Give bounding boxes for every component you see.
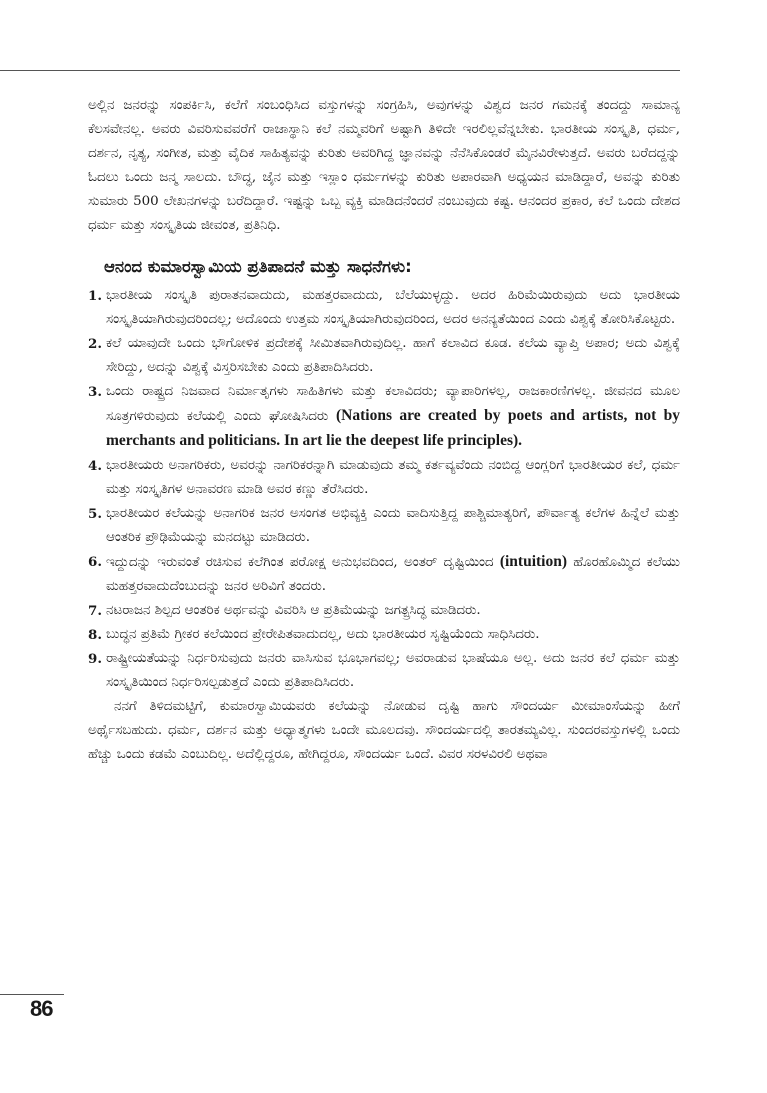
item-english-term: (intuition) <box>499 553 568 570</box>
item-text: ನಟರಾಜನ ಶಿಲ್ಪದ ಆಂತರಿಕ ಅರ್ಥವನ್ನು ವಿವರಿಸಿ ಆ ಪ್ರತಿಮೆಯನ್ನು ಜಗತ್ಪ್ರಸಿದ್ಧ ಮಾಡಿದರು. <box>106 603 481 618</box>
item-text: ಭಾರತೀಯರು ಅನಾಗರಿಕರು, ಅವರನ್ನು ನಾಗರಿಕರನ್ನಾಗಿ ಮಾಡುವುದು ತಮ್ಮ ಕರ್ತವ್ಯವೆಂದು ನಂಬಿದ್ದ ಆಂಗ್ಲರಿಗೆ ಭಾರತೀಯರ ಕಲೆ, ಧರ್ಮ ಮತ್ತು ಸಂಸ್ಕೃತಿಗಳ ಅನಾವರಣ ಮಾಡಿ ಅವರ ಕಣ್ಣು ತೆರೆಸಿದರು. <box>106 458 680 497</box>
list-item <box>88 454 680 502</box>
item-number: 5. <box>88 506 102 522</box>
item-text: ಭಾರತೀಯರ ಕಲೆಯನ್ನು ಅನಾಗರಿಕ ಜನರ ಅಸಂಗತ ಅಭಿವ್ಯಕ್ತಿ ಎಂದು ವಾದಿಸುತ್ತಿದ್ದ ಪಾಶ್ಚಿಮಾತ್ಯರಿಗೆ, ಪೌರ್ವಾತ್ಯ ಕಲೆಗಳ ಹಿನ್ನೆಲೆ ಮತ್ತು ಆಂತರಿಕ ಪ್ರೌಢಿಮೆಯನ್ನು ಮನದಟ್ಟು ಮಾಡಿದರು. <box>106 506 680 545</box>
list-item <box>88 332 680 380</box>
item-number: 2. <box>88 336 102 352</box>
section-heading: ಆನಂದ ಕುಮಾರಸ್ವಾಮಿಯ ಪ್ರತಿಪಾದನೆ ಮತ್ತು ಸಾಧನೆಗಳು: <box>104 257 412 276</box>
item-text: ರಾಷ್ಟ್ರೀಯತೆಯನ್ನು ನಿರ್ಧರಿಸುವುದು ಜನರು ವಾಸಿಸುವ ಭೂಭಾಗವಲ್ಲ; ಅವರಾಡುವ ಭಾಷೆಯೂ ಅಲ್ಲ. ಅದು ಜನರ ಕಲೆ ಧರ್ಮ ಮತ್ತು ಸಂಸ್ಕೃತಿಯಿಂದ ನಿರ್ಧರಿಸಲ್ಪಡುತ್ತದೆ ಎಂದು ಪ್ರತಿಪಾದಿಸಿದರು. <box>106 651 680 690</box>
list-item <box>88 623 680 647</box>
item-text: ಒಂದು ರಾಷ್ಟ್ರದ ನಿಜವಾದ ನಿರ್ಮಾತೃಗಳು ಸಾಹಿತಿಗಳು ಮತ್ತು ಕಲಾವಿದರು; ವ್ಯಾಪಾರಿಗಳಲ್ಲ, ರಾಜಕಾರಣಿಗಳಲ್ಲ. ಜೀವನದ ಮೂಲ ಸೂತ್ರಗಳಿರುವುದು ಕಲೆಯಲ್ಲಿ ಎಂದು ಘೋಷಿಸಿದರು <box>106 384 680 424</box>
list-item <box>88 502 680 550</box>
bottom-rule <box>0 994 64 995</box>
page-number: 86 <box>30 996 53 1021</box>
item-number: 1. <box>88 288 102 304</box>
points-list <box>88 284 680 695</box>
list-item <box>88 550 680 599</box>
item-text-tail: ಹೊರಹೊಮ್ಮಿದ ಕಲೆಯು ಮಹತ್ತರವಾದುದೆಂಬುದನ್ನು ಜನರ ಅರಿವಿಗೆ ತಂದರು. <box>106 555 680 594</box>
list-item <box>88 380 680 454</box>
intro-paragraph: ಅಲ್ಲಿನ ಜನರನ್ನು ಸಂಪರ್ಕಿಸಿ, ಕಲೆಗೆ ಸಂಬಂಧಿಸಿದ ವಸ್ತುಗಳನ್ನು ಸಂಗ್ರಹಿಸಿ, ಅವುಗಳನ್ನು ವಿಶ್ವದ ಜನರ ಗಮನಕ್ಕೆ ತಂದದ್ದು ಸಾಮಾನ್ಯ ಕೆಲಸವೇನಲ್ಲ. ಅವರು ವಿವರಿಸುವವರೆಗೆ ರಾಜಾಸ್ಥಾನಿ ಕಲೆ ನಮ್ಮವರಿಗೆ ಅಷ್ಟಾಗಿ ತಿಳಿದೇ ಇರಲಿಲ್ಲವೆನ್ನಬೇಕು. ಭಾರತೀಯ ಸಂಸ್ಕೃತಿ, ಧರ್ಮ, ದರ್ಶನ, ನೃತ್ಯ, ಸಂಗೀತ, ಮತ್ತು ವೈದಿಕ ಸಾಹಿತ್ಯವನ್ನು ಕುರಿತು ಅವರಿಗಿದ್ದ ಜ್ಞಾನವನ್ನು ನೆನೆಸಿಕೊಂಡರೆ ಮೈನವಿರೇಳುತ್ತದೆ. ಅವರು ಬರೆದದ್ದನ್ನು ಓದಲು ಒಂದು ಜನ್ಮ ಸಾಲದು. ಬೌದ್ಧ, ಜೈನ ಮತ್ತು ಇಸ್ಲಾಂ ಧರ್ಮಗಳನ್ನು ಕುರಿತು ಅಪಾರವಾಗಿ ಅಧ್ಯಯನ ಮಾಡಿದ್ದಾರೆ, ಅವನ್ನು ಕುರಿತು ಸುಮಾರು 500 ಲೇಖನಗಳನ್ನು ಬರೆದಿದ್ದಾರೆ. ಇಷ್ಟನ್ನು ಒಬ್ಬ ವ್ಯಕ್ತಿ ಮಾಡಿದನೆಂದರೆ ನಂಬುವುದು ಕಷ್ಟ. ಆನಂದರ ಪ್ರಕಾರ, ಕಲೆ ಒಂದು ದೇಶದ ಧರ್ಮ ಮತ್ತು ಸಂಸ್ಕೃತಿಯ ಜೀವಂತ, ಪ್ರತಿನಿಧಿ. <box>88 98 680 233</box>
list-item <box>88 284 680 332</box>
item-text: ಭಾರತೀಯ ಸಂಸ್ಕೃತಿ ಪುರಾತನವಾದುದು, ಮಹತ್ತರವಾದುದು, ಬೆಲೆಯುಳ್ಳದ್ದು. ಅದರ ಹಿರಿಮೆಯಿರುವುದು ಅದು ಭಾರತೀಯ ಸಂಸ್ಕೃತಿಯಾಗಿರುವುದರಿಂದಲ್ಲ; ಅದೊಂದು ಉತ್ತಮ ಸಂಸ್ಕೃತಿಯಾಗಿರುವುದರಿಂದ, ಅದರ ಅನನ್ಯತೆಯಿಂದ ಎಂದು ವಿಶ್ವಕ್ಕೆ ತೋರಿಸಿಕೊಟ್ಟರು. <box>106 288 680 327</box>
item-number: 3. <box>88 384 102 400</box>
item-text: ಕಲೆ ಯಾವುದೇ ಒಂದು ಭೌಗೋಳಿಕ ಪ್ರದೇಶಕ್ಕೆ ಸೀಮಿತವಾಗಿರುವುದಿಲ್ಲ. ಹಾಗೆ ಕಲಾವಿದ ಕೂಡ. ಕಲೆಯ ವ್ಯಾಪ್ತಿ ಅಪಾರ; ಅದು ವಿಶ್ವಕ್ಕೆ ಸೇರಿದ್ದು, ಅದನ್ನು ವಿಶ್ವಕ್ಕೆ ವಿಸ್ತರಿಸಬೇಕು ಎಂದು ಪ್ರತಿಪಾದಿಸಿದರು. <box>106 336 680 375</box>
list-item <box>88 647 680 695</box>
top-rule <box>0 70 680 71</box>
item-number: 8. <box>88 627 102 643</box>
item-number: 9. <box>88 651 102 667</box>
item-text: ಬುದ್ಧನ ಪ್ರತಿಮೆ ಗ್ರೀಕರ ಕಲೆಯಿಂದ ಪ್ರೇರೇಪಿತವಾದುದಲ್ಲ, ಅದು ಭಾರತೀಯರ ಸೃಷ್ಟಿಯೆಂದು ಸಾಧಿಸಿದರು. <box>106 627 540 642</box>
item-text: ಇದ್ದುದನ್ನು ಇರುವಂತೆ ರಚಿಸುವ ಕಲೆಗಿಂತ ಪರೋಕ್ಷ ಅನುಭವದಿಂದ, ಅಂತರ್ ದೃಷ್ಟಿಯಿಂದ <box>106 555 500 570</box>
item-number: 4. <box>88 458 102 474</box>
item-number: 6. <box>88 554 102 570</box>
list-item <box>88 599 680 623</box>
page-body <box>88 94 680 767</box>
closing-paragraph: ನನಗೆ ತಿಳಿದಮಟ್ಟಿಗೆ, ಕುಮಾರಸ್ವಾಮಿಯವರು ಕಲೆಯನ್ನು ನೋಡುವ ದೃಷ್ಟಿ ಹಾಗು ಸೌಂದರ್ಯ ಮೀಮಾಂಸೆಯನ್ನು ಹೀಗೆ ಅರ್ಥೈಸಬಹುದು. ಧರ್ಮ, ದರ್ಶನ ಮತ್ತು ಅಧ್ಯಾತ್ಮಗಳು ಒಂದೇ ಮೂಲದವು. ಸೌಂದರ್ಯದಲ್ಲಿ ತಾರತಮ್ಯವಿಲ್ಲ. ಸುಂದರವಸ್ತುಗಳಲ್ಲಿ ಒಂದು ಹೆಚ್ಚು ಒಂದು ಕಡಮೆ ಎಂಬುದಿಲ್ಲ. ಅದೆಲ್ಲಿದ್ದರೂ, ಹೇಗಿದ್ದರೂ, ಸೌಂದರ್ಯ ಒಂದೆ. ವಿವರ ಸರಳವಿರಲಿ ಅಥವಾ <box>88 699 680 762</box>
item-number: 7. <box>88 603 102 619</box>
item-english-quote: (Nations are created by poets and artists, not by merchants and politicians. In art lie the deepest life principles). <box>106 407 680 449</box>
